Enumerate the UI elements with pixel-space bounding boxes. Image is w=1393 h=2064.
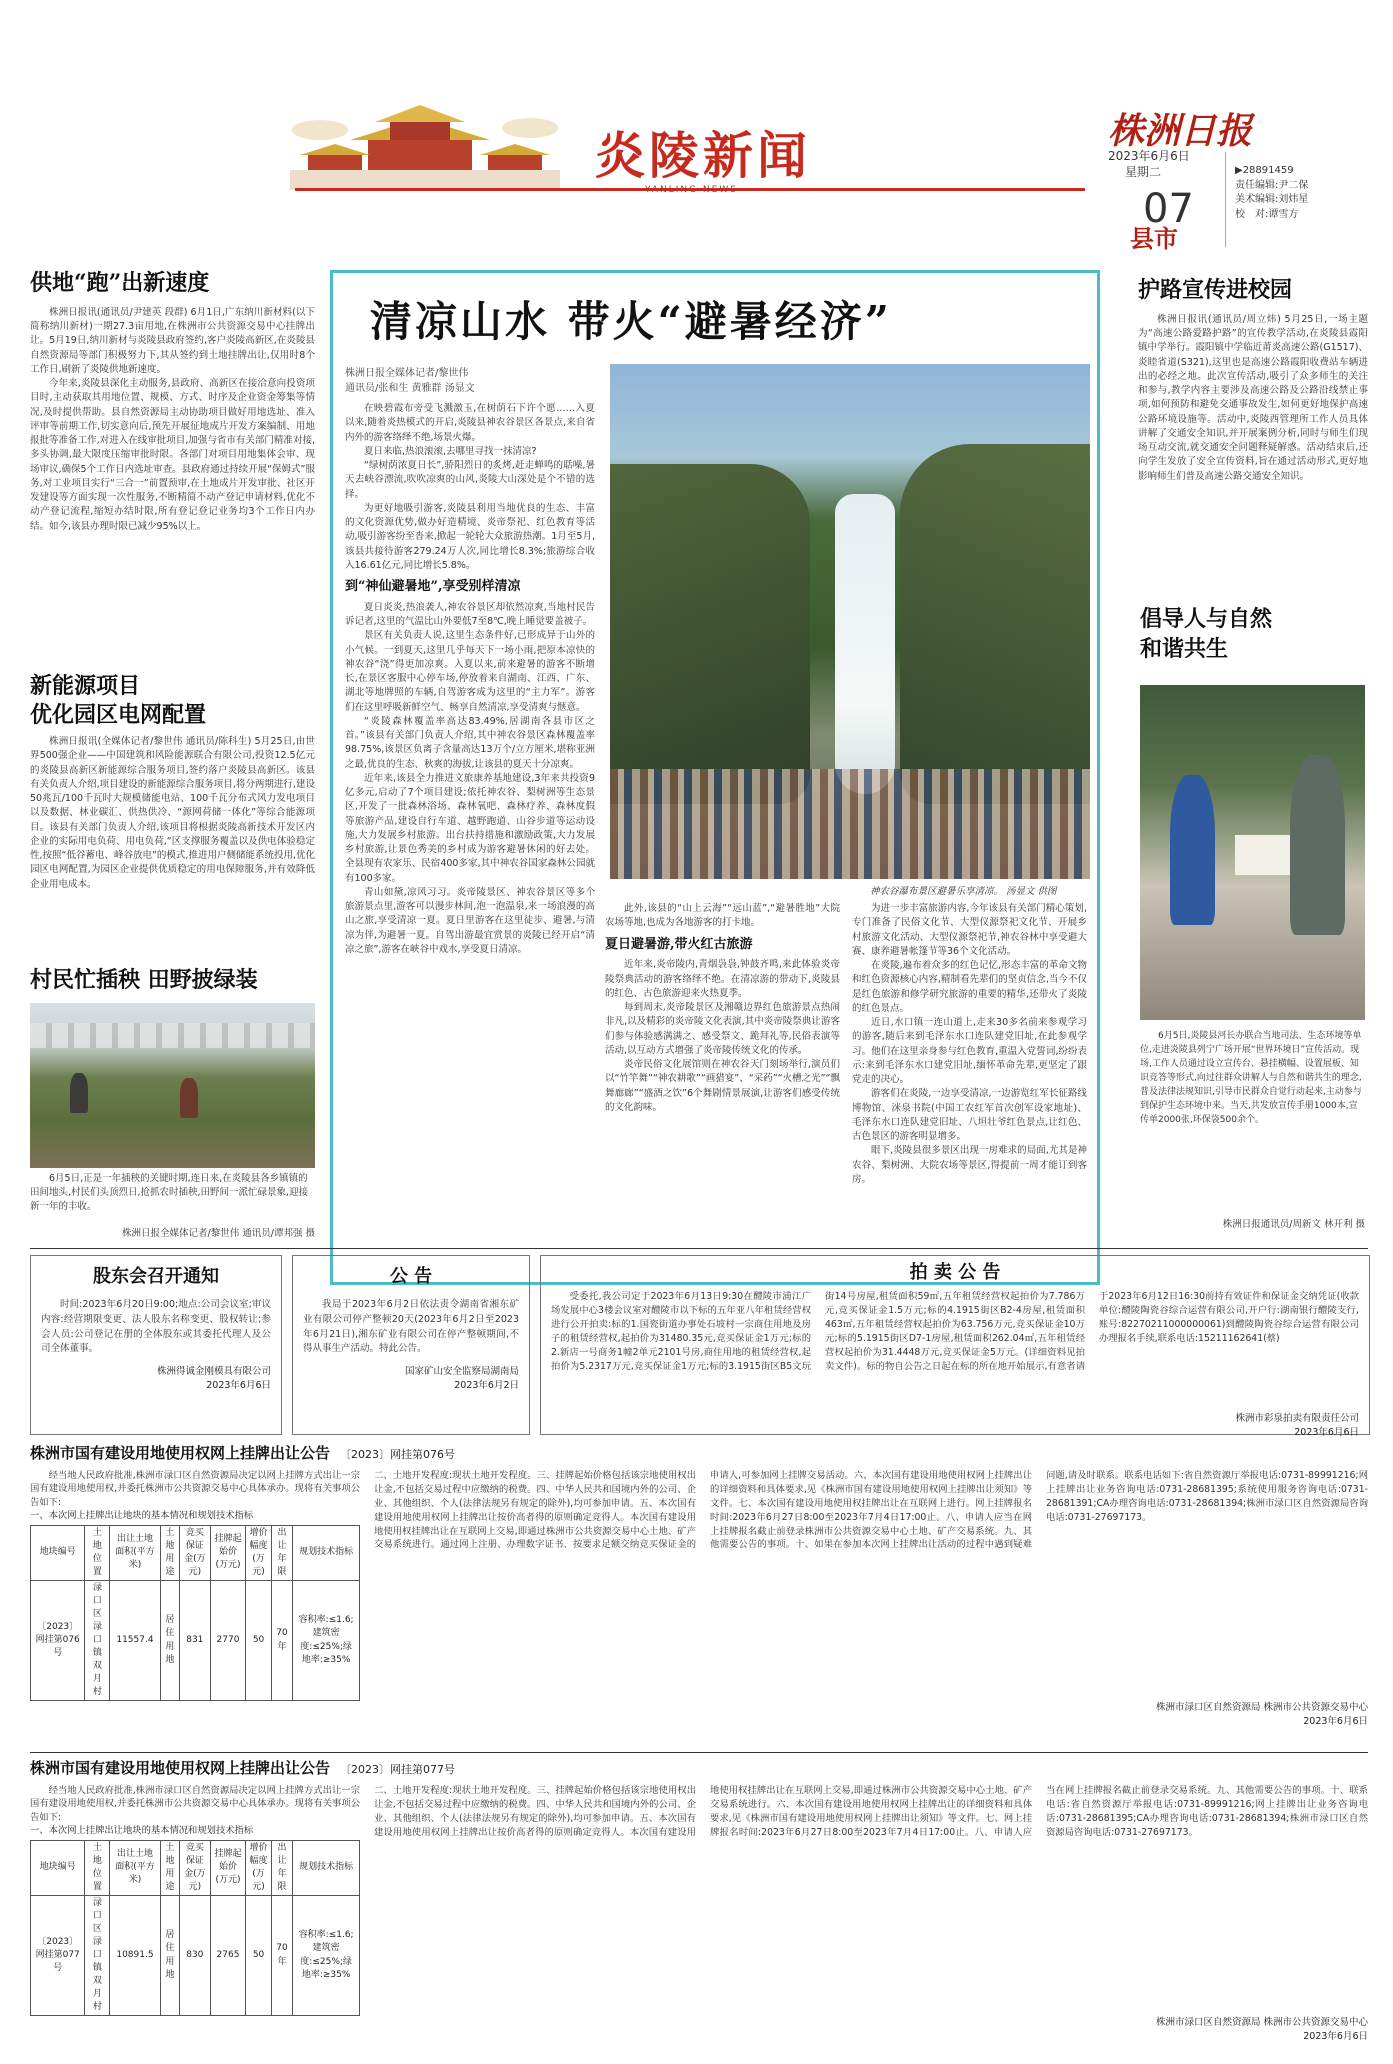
table-header-cell: 挂牌起始价(万元) bbox=[210, 1840, 246, 1895]
table-cell: 10891.5 bbox=[110, 1895, 160, 2015]
table-header-cell: 土地位置 bbox=[85, 1840, 110, 1895]
table-cell: 2765 bbox=[210, 1895, 246, 2015]
article-headline: 优化园区电网配置 bbox=[30, 701, 207, 728]
header-divider bbox=[1225, 152, 1226, 247]
paragraph: 每到周末,炎帝陵景区及湘赣边界红色旅游景点热闹非凡,以及精彩的炎帝陵文化表演,其中炎帝陵祭典让游客们参与体验感满满之、感受祭文、跪拜礼等,民俗表演等活动,以互动方式增强了炎帝陵传统文化的传承。 bbox=[605, 1002, 840, 1056]
table-cell: 50 bbox=[246, 1895, 271, 2015]
notice-title: 拍 卖 公 告 bbox=[909, 1262, 1001, 1283]
notice-title: 公 告 bbox=[389, 1266, 433, 1287]
table-header-cell: 出让年限 bbox=[271, 1525, 292, 1580]
article-new-energy bbox=[30, 672, 315, 892]
table-header-cell: 出让年限 bbox=[271, 1840, 292, 1895]
paragraph: 景区有关负责人说,这里生态条件好,已形成异于山外的小气候。一到夏天,这里几乎每天下一场小雨,把原本凉快的神农谷“浇”得更加凉爽。入夏以来,前来避暑的游客不断增长,在景区客服中心停车场,停放着来自湖南、江西、广东、湖北等地牌照的车辆,自驾游客成为这里的“主力军”。游客们在这里呼吸新鲜空气、畅享自然清凉,享受清爽与惬意。 bbox=[345, 630, 595, 713]
article-headline: 和谐共生 bbox=[1140, 635, 1229, 662]
table-cell: 70年 bbox=[271, 1580, 292, 1700]
notice-number: 〔2023〕网挂第077号 bbox=[340, 1763, 456, 1776]
notice-subheading: 一、本次网上挂牌出让地块的基本情况和规划技术指标 bbox=[30, 1825, 254, 1837]
table-cell: 〔2023〕网挂第076号 bbox=[31, 1580, 85, 1700]
table-cell: 居住用地 bbox=[160, 1895, 179, 2015]
paragraph: “绿树荫浓夏日长”,骄阳烈日的炙烤,赶走蝉鸣的聒噪,暑天去峡谷漂流,吹吹凉爽的山风,炎陵大山深处是个不错的选择。 bbox=[345, 460, 595, 500]
notice-title: 株洲市国有建设用地使用权网上挂牌出让公告 bbox=[30, 1444, 331, 1462]
photo-caption: 6月5日,炎陵县河长办联合当地司法、生态环境等单位,走进炎陵县列宁广场开展“世界环境日”宣传活动。现场,工作人员通过设立宣传台、悬挂横幅、设置展板、知识竞答等形式,向过往群众讲解人与自然和谐共生的理念,普及法律法规知识,引导市民群众自觉行动起来,主动参与到保护生态环境中来。当天,共发放宣传手册1000本,宣传单2000张,环保袋500余个。 bbox=[1140, 1031, 1362, 1125]
photo-credit: 株洲日报全媒体记者/黎世伟 通讯员/谭邦强 摄 bbox=[122, 1228, 315, 1239]
notice-clauses: 二、土地开发程度:现状土地开发程度。三、挂牌起始价格包括该宗地使用权出让金,不包括交易过程中应缴纳的税费。四、中华人民共和国境内外的公司、企业、其他组织、个人(法律法规另有规定的除外),均可参加申请。五、本次国有建设用地使用权网上挂牌出让按价高者得的原则确定竞得人。本次国有建设用地使用权挂牌出让在互联网上交易,即通过株洲市公共资源交易中心土地、矿产交易系统进行。通过网上注册、办理数字证书、按要求足额交纳竞买保证金的申请人,可参加网上挂牌交易活动。六、本次国有建设用地使用权网上挂牌出让的详细资料和具体要求,见《株洲市国有建设用地使用权网上挂牌出让须知》等文件。七、本次国有建设用地使用权挂牌出让在互联网上进行。网上挂牌报名时间:2023年6月27日8:00至2023年7月4日17:00止。八、申请人应当在网上挂牌报名截止前登录株洲市公共资源交易中心土地、矿产交易系统。九、其他需要公告的事项。十、如果在参加本次网上挂牌出让活动的过程中遇到疑难问题,请及时联系。联系电话如下:省自然资源厅举报电话:0731-89991216;网上挂牌出让业务咨询电话:0731-28681395;系统使用服务咨询电话:0731-28681391;CA办理咨询电话:0731-28681394;株洲市渌口区自然资源局咨询电话:0731-27697173。 bbox=[374, 1469, 1368, 1551]
cliff-right bbox=[900, 444, 1090, 804]
table-cell: 70年 bbox=[271, 1895, 292, 2015]
featured-byline: 通讯员/张和生 黄雅群 汤显文 bbox=[345, 383, 475, 394]
table-header-row bbox=[31, 1840, 360, 1895]
notice-date: 2023年6月6日 bbox=[1294, 1426, 1359, 1438]
paragraph: 夏日炎炎,热浪袭人,神农谷景区却依然凉爽,当地村民告诉记者,这里的气温比山外要低7至8℃,晚上睡觉要盖被子。 bbox=[345, 601, 595, 628]
notice-date: 2023年6月6日 bbox=[1303, 2031, 1368, 2042]
table-cell: 830 bbox=[180, 1895, 211, 2015]
table-header-cell: 地块编号 bbox=[31, 1840, 85, 1895]
table-header-cell: 土地用途 bbox=[160, 1525, 179, 1580]
article-lead: 株洲日报讯(通讯员/尹建英 段群) 6月1日,广东纳川新材料(以下简称纳川新材)一期27.3亩用地,在株洲市公共资源交易中心挂牌出让。5月19日,纳川新材与炎陵县政府签约,客户炎陵高新区,在炎陵县自然资源局等部门积极努力下,其从签约到土地挂牌出让,仅用时8个工作日,刷新了炎陵供地新速度。 bbox=[30, 306, 315, 375]
column-brand-title: 炎陵新闻 bbox=[595, 126, 811, 185]
table-header-cell: 出让土地面积(平方米) bbox=[110, 1525, 160, 1580]
section-name: 县市 bbox=[1130, 225, 1178, 253]
issue-weekday: 星期二 bbox=[1125, 165, 1162, 179]
brochure bbox=[1235, 835, 1290, 875]
featured-byline: 株洲日报全媒体记者/黎世伟 bbox=[345, 368, 469, 379]
notice-org: 株洲市渌口区自然资源局 株洲市公共资源交易中心 bbox=[1155, 2017, 1368, 2029]
article-headline: 倡导人与自然 bbox=[1140, 606, 1273, 632]
land-notice-076 bbox=[30, 1443, 1368, 1743]
tourist-crowd bbox=[610, 769, 1090, 879]
editor-line: 校 对:谭雪方 bbox=[1235, 208, 1299, 220]
notice-body: 时间:2023年6月20日9:00;地点:公司会议室;审议内容:经营期限变更、法人股东名称变更、股权转让;参会人员:公司登记在册的全体股东或其委托代理人及公司全体董事。 bbox=[41, 1299, 271, 1355]
article-nature-harmony bbox=[1140, 605, 1370, 664]
paragraph: 在映碧霞布旁受飞溅激玉,在树荫石下许个愿……入夏以来,随着炎热模式的开启,炎陵县神农谷景区各景点,来自省内外的游客络绎不绝,场景火爆。 bbox=[345, 403, 595, 443]
article-headline: 新能源项目 bbox=[30, 673, 141, 699]
paragraph: 夏日来临,热浪滚滚,去哪里寻找一抹清凉? bbox=[364, 445, 537, 457]
section-divider bbox=[30, 1248, 1368, 1249]
article-body: 株洲日报讯(通讯员/周立炜) 5月25日,一场主题为“高速公路爱路护路”的宣传教学活动,在炎陵县霞阳镇中学举行。霞阳镇中学临近莆炎高速公路(G1517)、炎睦省道(S321),这里也是高速公路霞阳收费站车辆进出的必经之地。此次宣传活动,吸引了众多师生的关注和参与,教学内容主要涉及高速公路及公路沿线禁止事项,如何预防和避免交通事故发生,如何更好地保护高速公路环境设施等。活动中,炎陵西管理所工作人员具体讲解了交通安全知识,并开展案例分析,同时与师生们现场互动交流,就交通安全问题释疑解惑。活动结束后,还向学生发放了安全宣传资料,旨在通过活动形式,更好地影响师生们普及高速公路交通安全知识。 bbox=[1138, 313, 1368, 482]
featured-subheading: 到“神仙避暑地”,享受别样清凉 bbox=[345, 579, 521, 594]
table-cell: 50 bbox=[246, 1580, 271, 1700]
paragraph: 眼下,炎陵县很多景区出现一房难求的局面,尤其是神农谷、梨树洲、大院农场等景区,得提前一周才能订到客房。 bbox=[852, 1145, 1087, 1185]
table-header-row bbox=[31, 1525, 360, 1580]
auction-notice bbox=[540, 1255, 1370, 1438]
land-parcel-table bbox=[30, 1525, 360, 1702]
notice-subheading: 一、本次网上挂牌出让地块的基本情况和规划技术指标 bbox=[30, 1510, 254, 1522]
table-cell: 11557.4 bbox=[110, 1580, 160, 1700]
featured-headline: 清凉山水 带火“避暑经济” bbox=[370, 297, 892, 346]
table-header-cell: 增价幅度(万元) bbox=[246, 1840, 271, 1895]
table-header-cell: 规划技术指标 bbox=[293, 1840, 360, 1895]
table-cell: 831 bbox=[180, 1580, 211, 1700]
paragraph: “炎陵森林覆盖率高达83.49%,居湖南各县市区之首。”该县有关部门负责人介绍,其中神农谷景区森林覆盖率98.75%,该景区负离子含量高达13万个/立方厘米,堪称亚洲之最,优良的生态、秋爽的海拔,让该县的夏天十分凉爽。 bbox=[345, 715, 595, 770]
table-header-cell: 土地用途 bbox=[160, 1840, 179, 1895]
paragraph: 炎帝民俗文化展馆则在神农谷天门刻场举行,演员们以“竹竿舞”“神农耕歌”“画猎宴”、“采药”“火槽之光”“飘舞廊廊”“盛酒之饮”6个舞剧情景展演,让游客们感受传统的文化韵味。 bbox=[605, 1059, 840, 1113]
paragraph: 为更好地吸引游客,炎陵县利用当地优良的生态、丰富的文化资源优势,做办好造精境、炎帝祭祀、红色教育等活动,吸引游客纷至沓来,掀起一轮轮大众旅游热潮。1月至5月,该县共接待游客279.24万人次,同比增长8.3%;旅游综合收入16.61亿元,同比增长5.8%。 bbox=[345, 502, 595, 571]
environment-day-photo bbox=[1140, 685, 1365, 1020]
notice-number: 〔2023〕网挂第076号 bbox=[340, 1448, 456, 1461]
newspaper-logo: 株洲日报 bbox=[1108, 110, 1253, 152]
editor-line: 美术编辑:刘炜星 bbox=[1235, 194, 1309, 205]
temple-illustration bbox=[290, 100, 560, 190]
table-row bbox=[31, 1580, 360, 1700]
notice-body: 我局于2023年6月2日依法责令湖南省湘东矿业有限公司停产整顿20天(2023年6月2日至2023年6月21日),湘东矿业有限公司在停产整顿期间,不得从事生产活动。特此公告。 bbox=[303, 1299, 519, 1355]
table-header-cell: 出让土地面积(平方米) bbox=[110, 1840, 160, 1895]
article-body: 今年来,炎陵县深化主动服务,县政府、高新区在接洽意向投资项目时,主动获取其用地位置、规模、方式、时序及企业资金筹集等情况,及时提供帮助。县自然资源局主动协助项目做好用地选址、准入评审等前期工作,切实意向后,预先开展征地成片开发方案编制、用地报批等准备工作,对进入在线审批项目,加强与省市有关部门精准对接,多头协调,最大限度压缩审批时限。各部门对项目用地集体会审、现场审议,确保5个工作日内选址审查。县政府通过持续开展“保姆式”服务,对工业项目实行“三合一”前置预审,在土地成片开发审批、社区开发建设等方面实现一次性服务,不断精简不动产登记申请材料,优化不动产登记流程,缩短办结时限,所有登记登记业务均3个工作日内办结。如今,该县办理时限已减少95%以上。 bbox=[30, 378, 315, 532]
article-headline: 供地“跑”出新速度 bbox=[30, 270, 210, 296]
paragraph: 近日,水口镇一连山道上,走来30多名前来参观学习的游客,随后来到毛泽东水口连队建党旧址,在此参观学习。他们在这里亲身参与红色教育,重温入党誓词,纷纷表示:来到毛泽东水口建党旧址,缅怀革命先辈,更坚定了跟党走的决心。 bbox=[852, 1017, 1087, 1085]
table-header-cell: 土地位置 bbox=[85, 1525, 110, 1580]
table-cell: 〔2023〕网挂第077号 bbox=[31, 1895, 85, 2015]
table-header-cell: 增价幅度(万元) bbox=[246, 1525, 271, 1580]
paragraph: 在炎陵,遍布着众多的红色记忆,形态丰富的革命文物和红色资源核心内容,精制看先辈们的坚贞信念,当今不仅是红色旅游和修学研究旅游的重要的精华,还带火了炎陵的红色景点。 bbox=[852, 960, 1087, 1014]
notice-org: 株洲市彩泉拍卖有限责任公司 bbox=[1235, 1413, 1359, 1425]
paragraph: 近年来,炎帝陵内,青烟袅袅,钟鼓齐鸣,来此体验炎帝陵祭典活动的游客络绎不绝。在清凉游的带动下,炎陵县的红色、古色旅游迎来火热夏季。 bbox=[605, 959, 840, 999]
land-parcel-table bbox=[30, 1840, 360, 2017]
table-cell: 居住用地 bbox=[160, 1580, 179, 1700]
notice-intro: 经当地人民政府批准,株洲市渌口区自然资源局决定以网上挂牌方式出让一宗国有建设用地使用权,并委托株洲市公共资源交易中心具体承办。现将有关事项公告如下: bbox=[30, 1469, 360, 1508]
waterfall-photo bbox=[610, 364, 1090, 879]
table-row bbox=[31, 1895, 360, 2015]
article-headline: 护路宣传进校园 bbox=[1138, 277, 1293, 303]
notice-date: 2023年6月2日 bbox=[454, 1379, 519, 1391]
farmer-figure bbox=[70, 1073, 88, 1113]
photo-credit: 株洲日报通讯员/周新文 林开利 摄 bbox=[1222, 1219, 1365, 1230]
table-cell: 渌口区渌口镇双月村 bbox=[85, 1580, 110, 1700]
article-body: 株洲日报讯(全媒体记者/黎世伟 通讯员/陈科生) 5月25日,由世界500强企业——中国建筑和风险能源联合有限公司,投资12.5亿元的炎陵县高新区新能源综合服务项目,签约落户炎陵县高新区。该县有关负责人介绍,项目建设的新能源综合服务项目,将分两期进行,建设50兆瓦/100千瓦时大规模储能电站、100千瓦分布式风力发电项目以及数据、林业碳汇、供热供冷、“源网荷储一体化”等综合能源项目。该县有关部门负责人介绍,该项目将根据炎陵高新技术开发区内企业的实际用电负荷、用电负荷,“区支撑服务覆盖以及供电体验稳定性,按照“低谷蓄电、峰谷放电”的模式,推进用户侧储能系统投用,优化园区电网配置,为园区企业提供优质稳定的用电保障服务,并有效降低企业用电成本。 bbox=[30, 736, 315, 890]
featured-column-2 bbox=[605, 902, 840, 1115]
elder-figure bbox=[1290, 755, 1345, 935]
rice-planting-photo bbox=[30, 1003, 315, 1168]
notice-org: 株洲得诚金刚模具有限公司 bbox=[156, 1365, 271, 1377]
issue-date: 2023年6月6日 bbox=[1108, 149, 1190, 163]
cliff-left bbox=[610, 464, 810, 804]
notice-title: 股东会召开通知 bbox=[93, 1266, 219, 1287]
table-cell: 容积率:≤1.6;建筑密度:≤25%;绿地率:≥35% bbox=[293, 1580, 360, 1700]
paragraph: 青山如黛,凉风习习。炎帝陵景区、神农谷景区等多个旅游景点里,游客可以漫步林间,泡一泡温泉,来一场浪漫的高山之旅,享受清凉一夏。夏日里游客在这里徒步、避暑,与清凉为伴,为避暑一夏。自驾出游最宜赏景的炎陵已经开启“清凉之旅”,游客在峡谷中戏水,享受夏日清凉。 bbox=[345, 886, 595, 955]
table-header-cell: 地块编号 bbox=[31, 1525, 85, 1580]
header-rule bbox=[295, 188, 1085, 191]
paragraph: 近年来,该县全力推进文旅康养基地建设,3年来共投资9亿多元,启动了7个项目建设;依托神农谷、梨树洲等生态景区,开发了一批森林浴场、森林氧吧、森林疗养、森林度假等旅游产品,建设自行车道、越野跑道、山谷步道等运动设施,大力发展乡村旅游。出台扶持措施和激励政策,大力发展乡村旅游,让景色秀美的乡村成为游客避暑休闲的好去处。全县现有农家乐、民宿400多家,其中神农谷国家森林公园就有100多家。 bbox=[345, 772, 595, 884]
editor-line: 责任编辑:尹二保 bbox=[1235, 179, 1309, 191]
section-divider bbox=[30, 1752, 1368, 1753]
mine-closure-notice bbox=[292, 1255, 530, 1435]
notice-body: 受委托,我公司定于2023年6月13日9:30在醴陵市浦江广场发展中心3楼会议室对醴陵市以下标的五年亚八年租赁经营权进行公开拍卖:标的1.国瓷街道办事处石坡村一宗商住用地及房子的租赁经营权,起拍价为31480.35元,竞买保证金1万元;标的2.新店一号商务1幢2单元2101号房,商住用地的租赁经营权,起拍价为5.2317万元,竞买保证金1万元;标的3.1915街区B5文玩街14号房屋,租赁面积59㎡,五年租赁经营权起拍价为7.786万元,竞买保证金1.5万元;标的4.1915街区B2-4房屋,租赁面积463㎡,五年租赁经营权起拍价为63.756万元,竞买保证金10万元;标的5.1915街区D7-1房屋,租赁面积262.04㎡,五年租赁经营权起拍价为31.4448万元,竞买保证金5万元。(详细资料见拍卖文件)。标的物自公告之日起在标的所在地开始展示,有意者请于2023年6月12日16:30前持有效证件和保证金交纳凭证(收款单位:醴陵陶瓷谷综合运营有限公司,开户行:湖南银行醴陵支行,账号:82270211000000061)到醴陵陶瓷谷综合运营有限公司办理报名手续,联系电话:15211162641(蔡) bbox=[551, 1291, 1359, 1372]
table-cell: 2770 bbox=[210, 1580, 246, 1700]
table-cell: 渌口区渌口镇双月村 bbox=[85, 1895, 110, 2015]
table-header-cell: 规划技术指标 bbox=[293, 1525, 360, 1580]
volunteer-figure bbox=[1170, 775, 1215, 925]
masthead bbox=[0, 0, 1393, 270]
photo-caption: 神农谷瀑布景区避暑乐享清凉。 汤显文 供图 bbox=[870, 886, 1057, 897]
article-headline: 村民忙插秧 田野披绿装 bbox=[30, 967, 258, 993]
table-header-cell: 竞买保证金(万元) bbox=[180, 1840, 211, 1895]
notice-date: 2023年6月6日 bbox=[1303, 1716, 1368, 1727]
page-number: 07 bbox=[1143, 186, 1194, 232]
notice-title: 株洲市国有建设用地使用权网上挂牌出让公告 bbox=[30, 1759, 331, 1777]
hotline: ▶28891459 bbox=[1235, 165, 1294, 176]
photo-caption: 6月5日,正是一年插秧的关键时期,连日来,在炎陵县各乡镇镇的田间地头,村民们头顶烈日,抢抓农时插秧,田野间一派忙碌景象,迎接新一年的丰收。 bbox=[30, 1173, 309, 1212]
notice-date: 2023年6月6日 bbox=[206, 1379, 271, 1391]
shareholders-notice bbox=[30, 1255, 282, 1435]
table-header-cell: 竞买保证金(万元) bbox=[180, 1525, 211, 1580]
featured-column-3 bbox=[852, 902, 1087, 1187]
farmer-figure bbox=[180, 1078, 198, 1118]
notice-clauses: 二、土地开发程度:现状土地开发程度。三、挂牌起始价格包括该宗地使用权出让金,不包括交易过程中应缴纳的税费。四、中华人民共和国境内外的公司、企业、其他组织、个人(法律法规另有规定的除外),均可参加申请。五、本次国有建设用地使用权网上挂牌出让按价高者得的原则确定竞得人。本次国有建设用地使用权挂牌出让在互联网上交易,即通过株洲市公共资源交易中心土地、矿产交易系统进行。六、本次国有建设用地使用权网上挂牌出让的详细资料和具体要求,见《株洲市国有建设用地使用权网上挂牌出让须知》等文件。七、网上挂牌报名时间:2023年6月27日8:00至2023年7月4日17:00止。八、申请人应当在网上挂牌报名截止前登录交易系统。九、其他需要公告的事项。十、联系电话:省自然资源厅举报电话:0731-89991216;网上挂牌出让业务咨询电话:0731-28681395;CA办理咨询电话:0731-28681394;株洲市渌口区自然资源局咨询电话:0731-27697173。 bbox=[374, 1784, 1368, 1838]
waterfall-stream bbox=[835, 494, 895, 794]
paragraph: 游客们在炎陵,一边享受清凉,一边游览红军长征路线博物馆、洣泉书院(中国工农红军首次创军设家地址)、毛泽东水口连队建党旧址、八坦壮爷红色景点,让红色、古色景区的游客明显增多。 bbox=[852, 1088, 1087, 1142]
featured-subheading: 夏日避暑游,带火红古旅游 bbox=[605, 936, 753, 952]
table-cell: 容积率:≤1.6;建筑密度:≤25%;绿地率:≥35% bbox=[293, 1895, 360, 2015]
paragraph: 此外,该县的“山上云海”“远山蓝”,“避暑胜地”大院农场等地,也成为各地游客的打卡地。 bbox=[605, 903, 840, 929]
article-road-safety bbox=[1138, 275, 1368, 484]
article-land-supply bbox=[30, 268, 315, 534]
village-houses bbox=[30, 1023, 315, 1048]
paragraph: 为进一步丰富旅游内容,今年该县有关部门精心策划,专门准备了民俗文化节、大型仪源祭祀文化节、开展乡村旅游文化活动、大型仪源祭祀节,神农谷林中享受避大赛、康养避暑帐篷节等36个文化活动。 bbox=[852, 903, 1087, 957]
notice-org: 株洲市渌口区自然资源局 株洲市公共资源交易中心 bbox=[1155, 1702, 1368, 1714]
editor-credits bbox=[1235, 164, 1308, 222]
land-notice-077 bbox=[30, 1758, 1368, 2058]
table-header-cell: 挂牌起始价(万元) bbox=[210, 1525, 246, 1580]
featured-column-1 bbox=[345, 402, 595, 957]
notice-intro: 经当地人民政府批准,株洲市渌口区自然资源局决定以网上挂牌方式出让一宗国有建设用地使用权,并委托株洲市公共资源交易中心具体承办。现将有关事项公告如下: bbox=[30, 1784, 360, 1823]
notice-org: 国家矿山安全监察局湖南局 bbox=[404, 1365, 519, 1377]
